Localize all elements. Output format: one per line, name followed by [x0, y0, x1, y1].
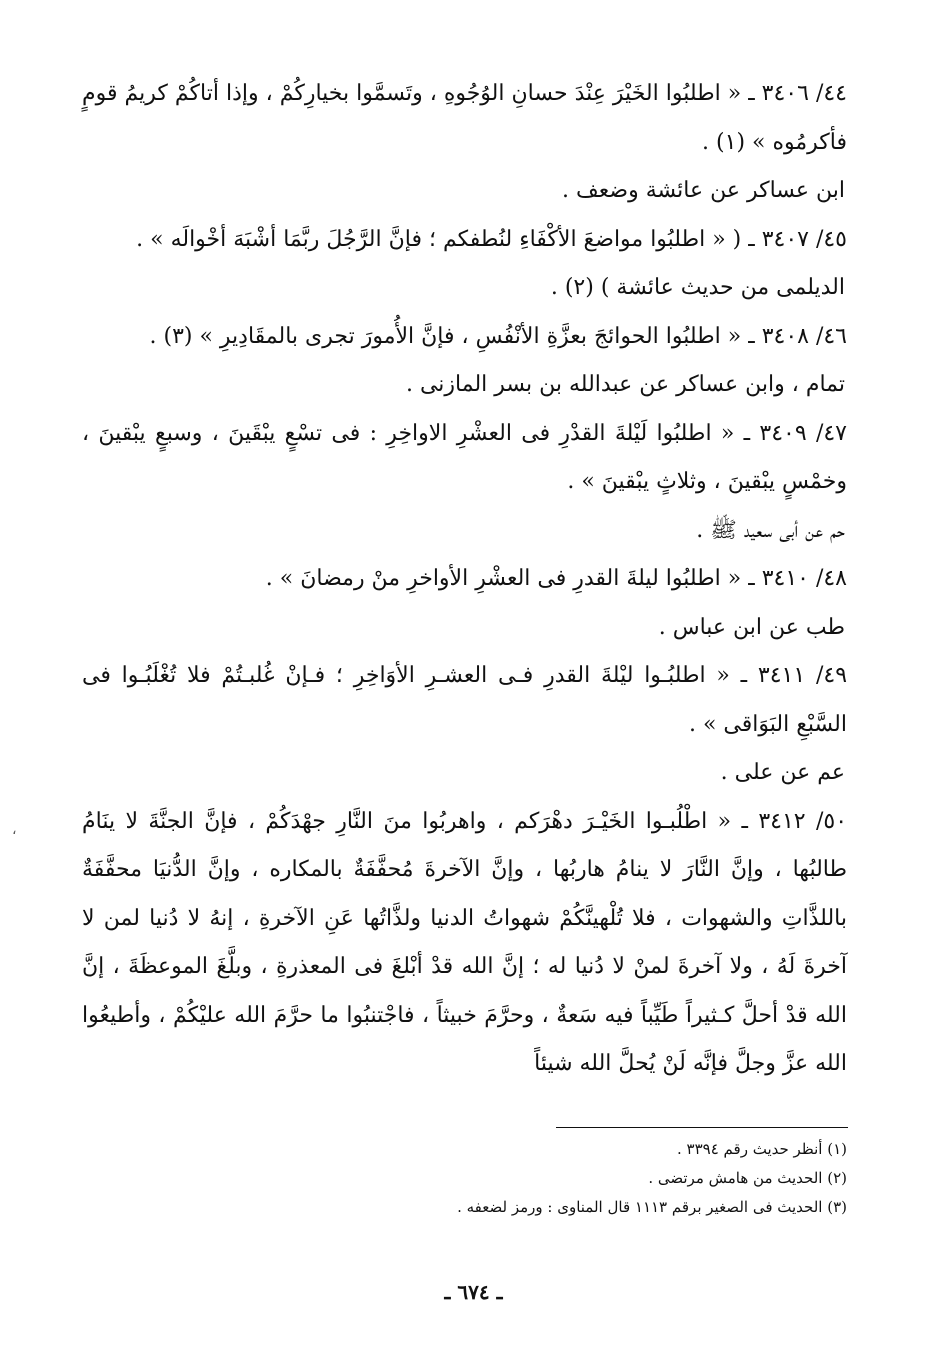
source-3408: تمام ، وابن عساكر عن عبدالله بن بسر المازنى .: [405, 372, 845, 397]
scan-speck: ،: [12, 822, 17, 838]
hadith-3408: ٤٦/ ٣٤٠٨ ـ « اطلبُوا الحوائجَ بعزَّةِ الأنْفُسِ ، فإنَّ الأُمورَ تجرى بالمقَادِيرِ » (٣) .: [149, 323, 847, 349]
source-3409: حم عن أبى سعيد ﷺ .: [696, 517, 845, 543]
source-3410: طب عن ابن عباس .: [658, 614, 845, 640]
footnote-2: (٢) الحديث من هامش مرتضى .: [648, 1169, 847, 1187]
hadith-3411: ٤٩/ ٣٤١١ ـ « اطلبُـوا ليْلةَ القدرِ فـى العشـرِ الأوَاخِرِ ؛ فـإنْ غُلبـتُمْ فلا تُغْلَبُـوا فى السَّبْعِ البَوَاقى » .: [82, 663, 848, 737]
source-3411: عم عن على .: [720, 760, 845, 785]
hadith-3407: ٤٥/ ٣٤٠٧ ـ ( « اطلبُوا مواضعَ الأكْفَاءِ لنُطفكم ؛ فإنَّ الرَّجُلَ ربَّمَا أشْبَهَ أخْوالَه » .: [136, 226, 847, 252]
source-3406: ابن عساكر عن عائشة وضعف .: [562, 178, 845, 203]
hadith-3410: ٤٨/ ٣٤١٠ ـ « اطلبُوا ليلةَ القدرِ فى العشْرِ الأواخرِ منْ رمضانَ » .: [265, 566, 847, 591]
page-number: ـ ٦٧٤ ـ: [444, 1280, 503, 1304]
main-text: [82, 70, 847, 1089]
hadith-3406: ٤٤/ ٣٤٠٦ ـ « اطلبُوا الخَيْرَ عِنْدَ حسانِ الوُجُوهِ ، وتَسمَّوا بخيارِكُمْ ، وإذا أتاكُمْ كريمُ قومٍ فأكرمُوه » (١) .: [82, 81, 847, 155]
footnote-3: (٣) الحديث فى الصغير برقم ١١١٣ قال المناوى : ورمز لضعفه .: [457, 1198, 847, 1216]
source-3407: الديلمى من حديث عائشة ) (٢) .: [550, 275, 845, 300]
footnote-1: (١) أنظر حديث رقم ٣٣٩٤ .: [677, 1140, 847, 1158]
footnote-divider: [556, 1127, 848, 1128]
hadith-3409: ٤٧/ ٣٤٠٩ ـ « اطلبُوا لَيْلةَ القدْرِ فى العشْرِ الاواخِرِ : فى تسْعٍ يبْقَينَ ، وسبعٍ يبْقينَ ، وخمْسٍ يبْقينَ ، وثلاثٍ يبْقينَ » .: [82, 420, 847, 494]
footnotes: [82, 1135, 847, 1222]
hadith-3412: ٥٠/ ٣٤١٢ ـ « اطْلُبـوا الخَيْـرَ دهْرَكم ، واهربُوا منَ النَّارِ جهْدَكُمْ ، فإنَّ الجنَّةَ لا ينَامُ طالبُها ، وإنَّ النَّارَ لا ينامُ هاربُها ، وإنَّ الآخرةَ مُحفَّفَةٌ بالمكاره ، وإنَّ الدُّنيَا محفَّفَةٌ باللذَّاتِ والشهوات ، فلا تُلْهينَّكُمْ شهواتُ الدنيا ولذَّاتُها عَنِ الآخرةِ ، إنهُ لا دُنيا لمن لا آخرةَ لَهُ ، ولا آخرةَ لمنْ لا دُنيا له ؛ إنَّ الله قدْ أبْلغَ فى المعذرةِ ، وبلَّغَ الموعظَةَ ، إنَّ الله قدْ أحلَّ كـثيراً طَيِّباً فيه سَعةٌ ، وحرَّمَ خبيثاً ، فاجْتنبُوا ما حرَّمَ الله عليْكُمْ ، وأطيعُوا الله عزَّ وجلَّ فإنَّه لَنْ يُحلَّ الله شيئاً: [82, 808, 848, 1076]
